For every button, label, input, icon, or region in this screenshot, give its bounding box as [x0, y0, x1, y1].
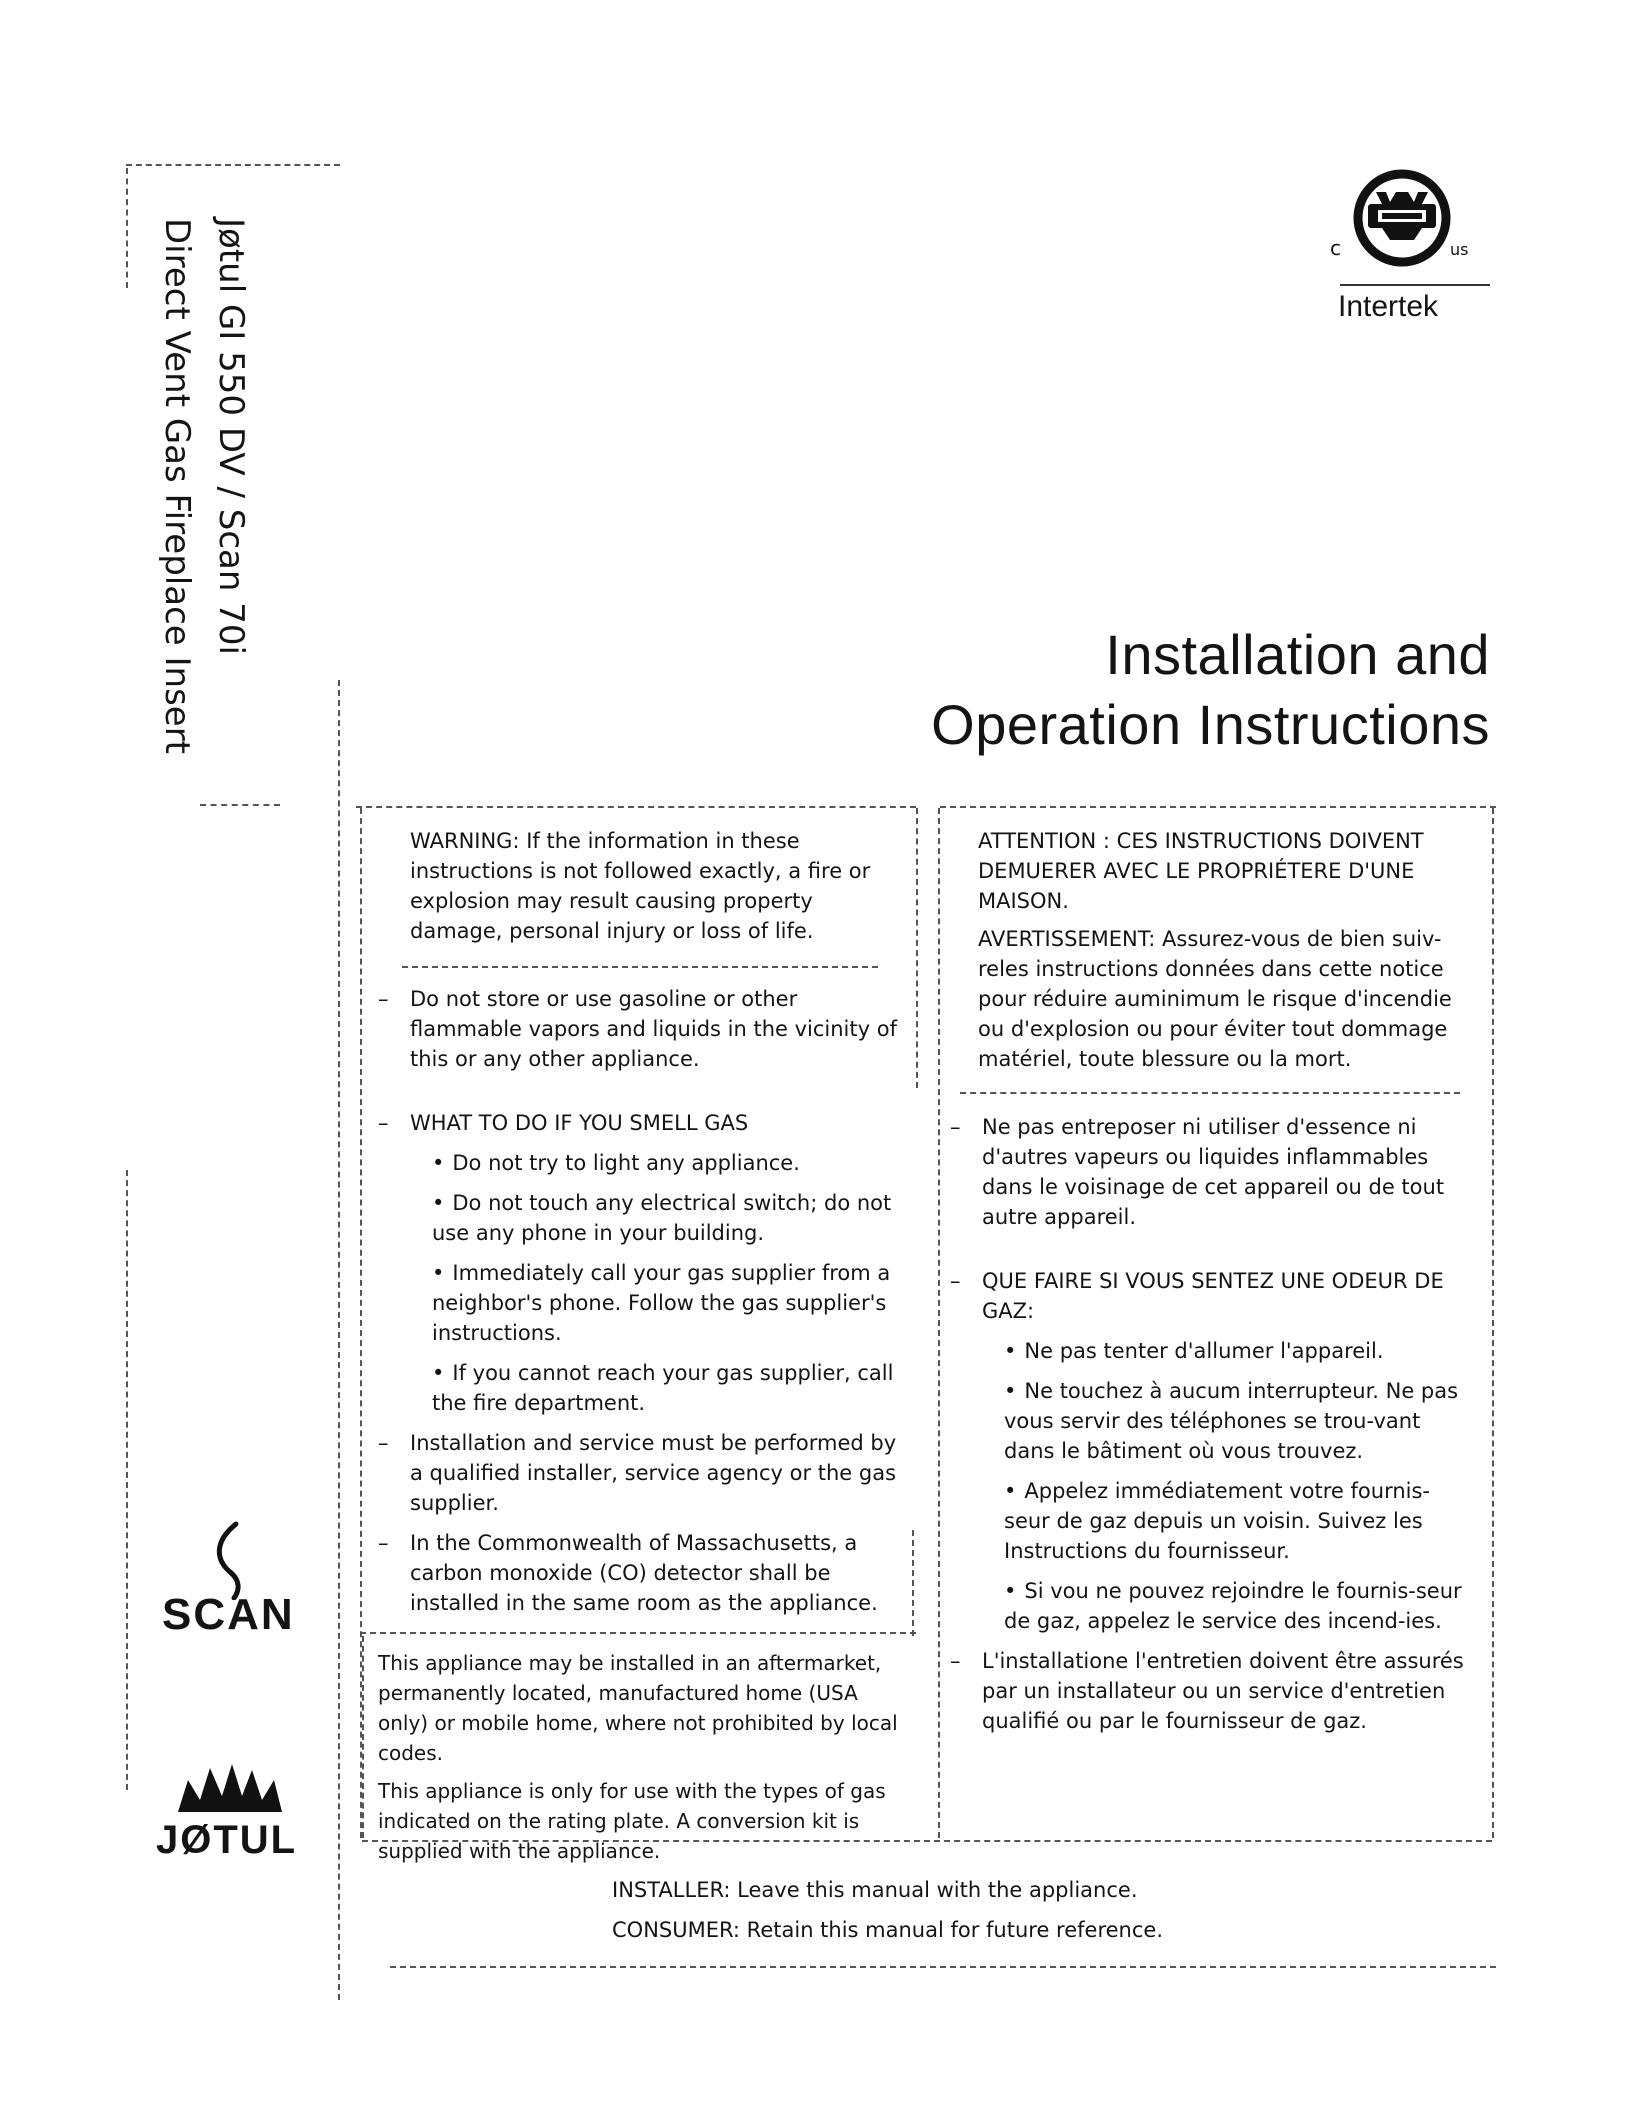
consumer-note: CONSUMER: Retain this manual for future reference. — [612, 1918, 1164, 1942]
intertek-name: Intertek — [1338, 290, 1439, 323]
jotul-emblem-icon — [170, 1760, 290, 1816]
jotul-logo — [156, 1760, 306, 1870]
french-smell-gas-heading: – QUE FAIRE SI VOUS SENTEZ UNE ODEUR DE GAZ: — [950, 1269, 1444, 1323]
list-item: – Installation and service must be performed by a qualified installer, service agency or the gas supplier. — [378, 1431, 897, 1515]
side-title-product: Jøtul GI 550 DV / Scan 70i — [211, 218, 251, 655]
list-item: • Immediately call your gas supplier from a neighbor's phone. Follow the gas supplier's instructions. — [432, 1261, 891, 1345]
list-item: • Ne touchez à aucum interrupteur. Ne pas vous servir des téléphones se trou-vant dans le bâtiment où vous trouvez. — [1004, 1379, 1459, 1463]
jotul-logo-text: JØTUL — [156, 1818, 298, 1862]
english-warning: WARNING: If the information in these instructions is not followed exactly, a fire or explosion may result causing property damage, personal injury or loss of life. — [410, 829, 871, 943]
warnock-hersey-logo-icon — [1352, 168, 1452, 268]
list-item: – Do not store or use gasoline or other flammable vapors and liquids in the vicinity of this or any other appliance. — [378, 987, 897, 1071]
side-title-description: Direct Vent Gas Fireplace Insert — [157, 218, 197, 755]
list-item: • If you cannot reach your gas supplier, call the fire department. — [432, 1361, 894, 1415]
installer-note: INSTALLER: Leave this manual with the appliance. — [612, 1878, 1138, 1902]
list-item: • Si vou ne pouvez rejoindre le fournis-seur de gaz, appelez le service des incend-ies. — [1004, 1579, 1462, 1633]
footer-notes — [612, 1870, 1163, 1950]
aftermarket-notice: This appliance may be installed in an aftermarket, permanently located, manufactured home (USA only) or mobile home, where not prohibited by local codes. — [378, 1651, 898, 1765]
intertek-us-label: us — [1450, 240, 1469, 259]
intertek-rule — [1340, 284, 1490, 286]
scan-logo-text: SCAN — [162, 1590, 295, 1639]
document-title-line2: Operation Instructions — [931, 693, 1490, 756]
intertek-certification-mark — [1320, 160, 1490, 323]
intertek-c-label: c — [1330, 236, 1341, 260]
english-notices — [378, 1648, 902, 1866]
gas-types-notice: This appliance is only for use with the types of gas indicated on the rating plate. A conversion kit is supplied with the appliance. — [378, 1779, 886, 1863]
list-item: • Appelez immédiatement votre fournis-seur de gaz depuis un voisin. Suivez les Instructions du fournisseur. — [1004, 1479, 1430, 1563]
list-item: • Ne pas tenter d'allumer l'appareil. — [1004, 1339, 1384, 1363]
french-attention: ATTENTION : CES INSTRUCTIONS DOIVENT DEMUERER AVEC LE PROPRIÉTERE D'UNE MAISON. — [978, 829, 1424, 913]
french-avertissement: AVERTISSEMENT: Assurez-vous de bien suiv-reles instructions données dans cette notice pour réduire auminimum le risque d'incendie ou d'explosion ou pour éviter tout dommage matériel, toute blessure ou la mort. — [978, 927, 1452, 1071]
french-warning — [978, 826, 1478, 1074]
list-item: • Do not try to light any appliance. — [432, 1151, 800, 1175]
scan-logo — [162, 1520, 302, 1650]
french-instructions — [950, 1108, 1470, 1736]
english-instructions — [378, 980, 898, 1618]
list-item: – Ne pas entreposer ni utiliser d'essence ni d'autres vapeurs ou liquides inflammables dans le voisinage de cet appareil ou de tout autre appareil. — [950, 1115, 1445, 1229]
list-item: • Do not touch any electrical switch; do not use any phone in your building. — [432, 1191, 892, 1245]
list-item: – In the Commonwealth of Massachusetts, a carbon monoxide (CO) detector shall be installed in the same room as the appliance. — [378, 1531, 878, 1615]
smell-gas-heading: – WHAT TO DO IF YOU SMELL GAS — [378, 1111, 749, 1135]
document-title-line1: Installation and — [1105, 623, 1490, 686]
flame-icon — [196, 1520, 276, 1600]
list-item: – L'installatione l'entretien doivent être assurés par un installateur ou un service d'entretien qualifié ou par le fournisseur de gaz. — [950, 1649, 1464, 1733]
document-title — [931, 620, 1490, 760]
side-title — [150, 218, 258, 778]
